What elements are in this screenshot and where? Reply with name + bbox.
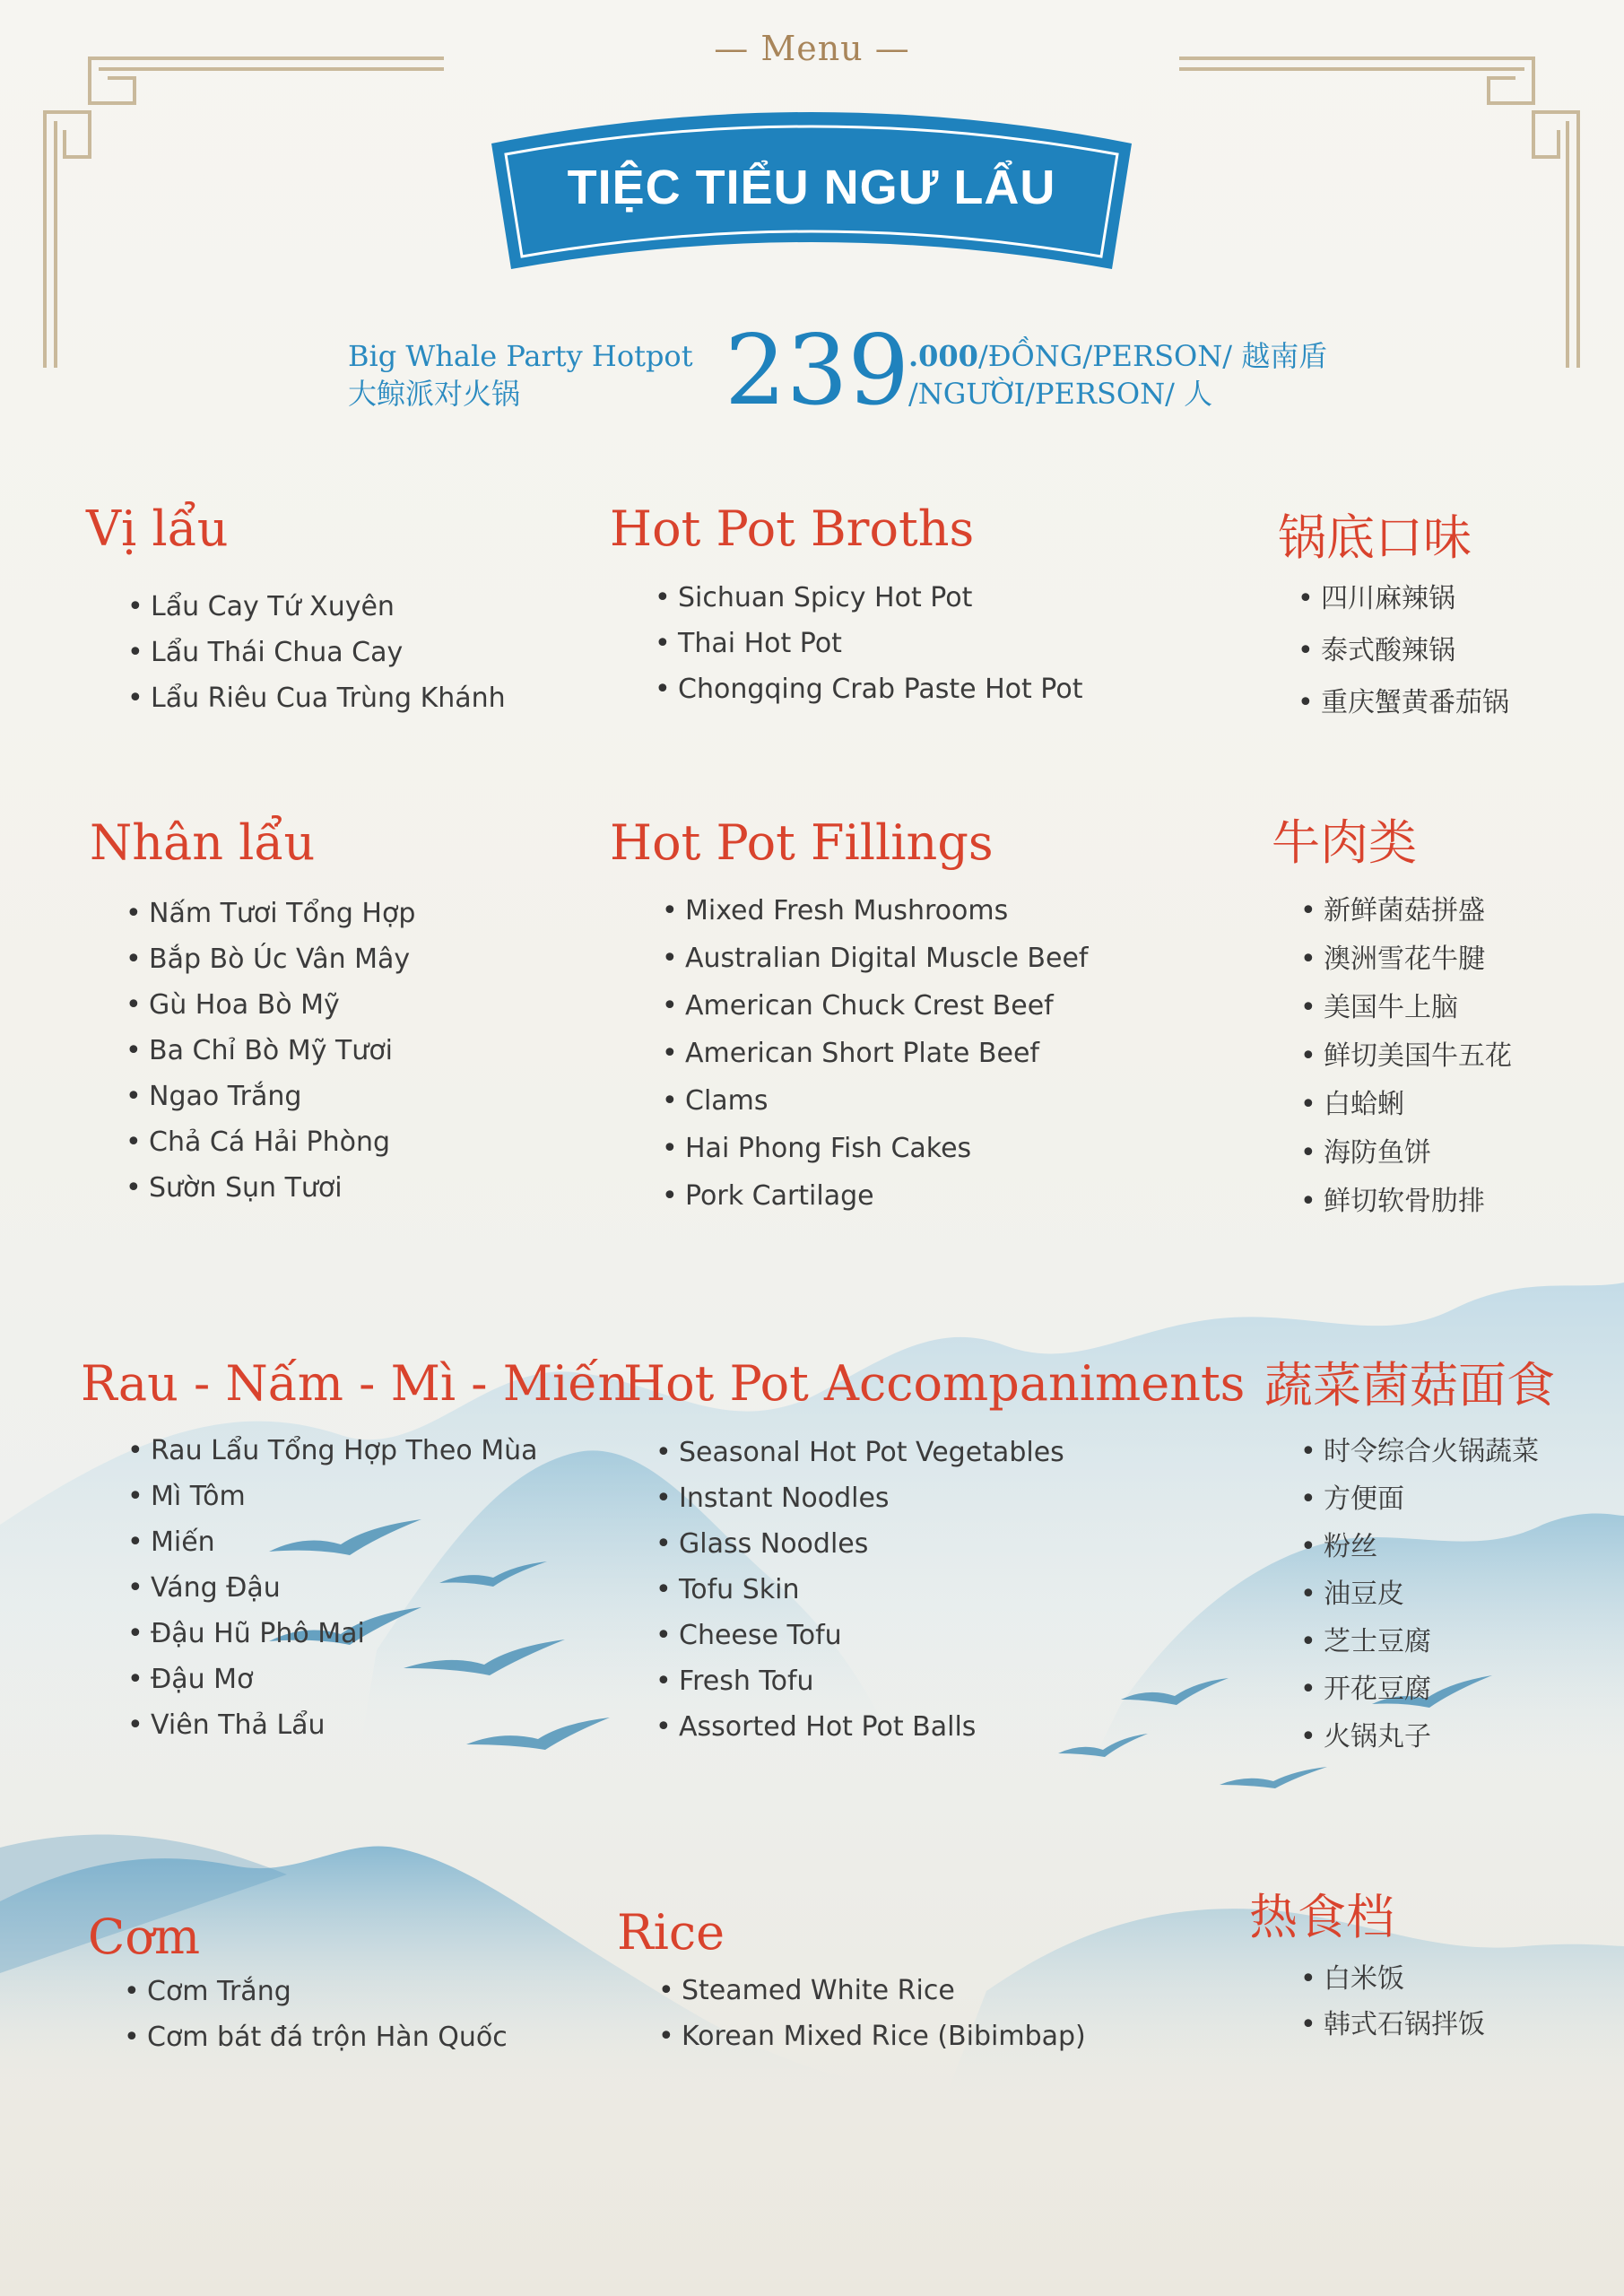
- menu-item: • Sichuan Spicy Hot Pot: [655, 575, 1082, 621]
- menu-item: • 美国牛上脑: [1300, 984, 1512, 1032]
- section-rice-en: [617, 1901, 1086, 2059]
- section-accompaniments-en: [623, 1352, 1245, 1750]
- menu-item: • Assorted Hot Pot Balls: [656, 1704, 1245, 1750]
- menu-item: • 粉丝: [1300, 1523, 1555, 1570]
- menu-item: • Instant Noodles: [656, 1475, 1245, 1521]
- price-unit: [908, 337, 1327, 413]
- menu-item: • 白蛤蜊: [1300, 1081, 1512, 1129]
- menu-item: • 时令综合火锅蔬菜: [1300, 1428, 1555, 1475]
- menu-item: • Mixed Fresh Mushrooms: [662, 887, 1089, 935]
- price-unit-line2: /NGƯỜI/PERSON/ 人: [908, 377, 1213, 411]
- menu-item: • Lẩu Riêu Cua Trùng Khánh: [127, 675, 506, 721]
- menu-item: • Ba Chỉ Bò Mỹ Tươi: [126, 1028, 415, 1074]
- menu-item: • Thai Hot Pot: [655, 621, 1082, 666]
- section-accompaniments-cn: [1264, 1354, 1555, 1761]
- price-thousands: .000: [908, 339, 978, 373]
- menu-item: • Lẩu Cay Tứ Xuyên: [127, 584, 506, 630]
- menu-item: • Đậu Hũ Phô Mai: [127, 1611, 629, 1657]
- menu-item: • Miến: [127, 1519, 629, 1565]
- section-accompaniments-vi: [81, 1352, 629, 1748]
- section-broths-en: [610, 498, 1082, 712]
- section-heading: Hot Pot Fillings: [610, 814, 994, 871]
- section-heading: 热食档: [1249, 1889, 1394, 1945]
- menu-item: • 鲜切软骨肋排: [1300, 1178, 1512, 1226]
- menu-item: • American Chuck Crest Beef: [662, 982, 1089, 1030]
- menu-item: • 澳洲雪花牛腱: [1300, 935, 1512, 984]
- price-block: [348, 315, 1334, 439]
- menu-item: • 开花豆腐: [1300, 1665, 1555, 1713]
- menu-item: • Australian Digital Muscle Beef: [662, 935, 1089, 982]
- menu-item: • Ngao Trắng: [126, 1074, 415, 1119]
- menu-item: • Nấm Tươi Tổng Hợp: [126, 891, 415, 936]
- section-broths-cn: [1278, 507, 1509, 729]
- menu-item: • Đậu Mơ: [127, 1657, 629, 1702]
- menu-item: • Pork Cartilage: [662, 1172, 1089, 1220]
- menu-item: • Clams: [662, 1077, 1089, 1125]
- price-value: 239: [725, 315, 910, 427]
- menu-item: • 芝士豆腐: [1300, 1618, 1555, 1665]
- menu-item: • Cơm bát đá trộn Hàn Quốc: [124, 2014, 508, 2060]
- menu-item: • Mì Tôm: [127, 1474, 629, 1519]
- menu-item: • Sườn Sụn Tươi: [126, 1165, 415, 1211]
- menu-item: • Cheese Tofu: [656, 1613, 1245, 1658]
- section-rice-vi: [88, 1906, 508, 2060]
- section-heading: Hot Pot Accompaniments: [623, 1355, 1246, 1412]
- section-heading: 蔬菜菌菇面食: [1264, 1357, 1555, 1413]
- menu-item: • Tofu Skin: [656, 1567, 1245, 1613]
- menu-item: • 鲜切美国牛五花: [1300, 1032, 1512, 1081]
- corner-frame-left: [36, 49, 457, 372]
- menu-item: • 重庆蟹黄番茄锅: [1298, 677, 1509, 729]
- package-name-cn: 大鲸派对火锅: [348, 377, 521, 411]
- menu-item: • 火锅丸子: [1300, 1713, 1555, 1761]
- package-name-en: Big Whale Party Hotpot: [348, 339, 693, 373]
- menu-label: — Menu —: [714, 29, 910, 68]
- menu-item: • 新鲜菌菇拼盛: [1300, 887, 1512, 935]
- menu-item: • 海防鱼饼: [1300, 1129, 1512, 1178]
- menu-item: • Cơm Trắng: [124, 1969, 508, 2014]
- menu-item: • Chả Cá Hải Phòng: [126, 1119, 415, 1165]
- menu-item: • Fresh Tofu: [656, 1658, 1245, 1704]
- section-rice-cn: [1249, 1886, 1485, 2048]
- menu-item: • Seasonal Hot Pot Vegetables: [656, 1430, 1245, 1475]
- menu-item: • Rau Lẩu Tổng Hợp Theo Mùa: [127, 1428, 629, 1474]
- section-heading: Vị lẩu: [86, 500, 229, 557]
- menu-item: • Váng Đậu: [127, 1565, 629, 1611]
- menu-item: • 泰式酸辣锅: [1298, 625, 1509, 677]
- corner-frame-right: [1166, 49, 1587, 372]
- section-heading: Rice: [617, 1904, 725, 1961]
- menu-item: • Glass Noodles: [656, 1521, 1245, 1567]
- menu-item: • 油豆皮: [1300, 1570, 1555, 1618]
- section-fillings-cn: [1272, 812, 1512, 1226]
- section-heading: Hot Pot Broths: [610, 500, 975, 557]
- menu-item: • Steamed White Rice: [658, 1968, 1086, 2013]
- menu-item: • 方便面: [1300, 1475, 1555, 1523]
- section-heading: Rau - Nấm - Mì - Miến: [81, 1355, 630, 1412]
- section-fillings-en: [610, 812, 1089, 1220]
- section-heading: Nhân lẩu: [90, 814, 316, 871]
- menu-item: • Chongqing Crab Paste Hot Pot: [655, 666, 1082, 712]
- menu-item: • Gù Hoa Bò Mỹ: [126, 982, 415, 1028]
- menu-item: • Lẩu Thái Chua Cay: [127, 630, 506, 675]
- menu-item: • American Short Plate Beef: [662, 1030, 1089, 1077]
- menu-item: • Bắp Bò Úc Vân Mây: [126, 936, 415, 982]
- menu-item: • Viên Thả Lẩu: [127, 1702, 629, 1748]
- price-unit-line1: /ĐỒNG/PERSON/ 越南盾: [977, 339, 1328, 373]
- menu-item: • 四川麻辣锅: [1298, 573, 1509, 625]
- package-name: [348, 337, 693, 413]
- menu-item: • 韩式石锅拌饭: [1300, 2002, 1485, 2048]
- section-broths-vi: [86, 498, 506, 721]
- menu-item: • Korean Mixed Rice (Bibimbap): [658, 2013, 1086, 2059]
- section-heading: 锅底口味: [1278, 509, 1472, 566]
- section-heading: 牛肉类: [1272, 814, 1417, 871]
- banner-title: TIỆC TIỂU NGƯ LẨU: [567, 161, 1056, 214]
- menu-item: • Hai Phong Fish Cakes: [662, 1125, 1089, 1172]
- section-fillings-vi: [90, 812, 415, 1211]
- menu-item: • 白米饭: [1300, 1956, 1485, 2002]
- section-heading: Cơm: [88, 1909, 201, 1965]
